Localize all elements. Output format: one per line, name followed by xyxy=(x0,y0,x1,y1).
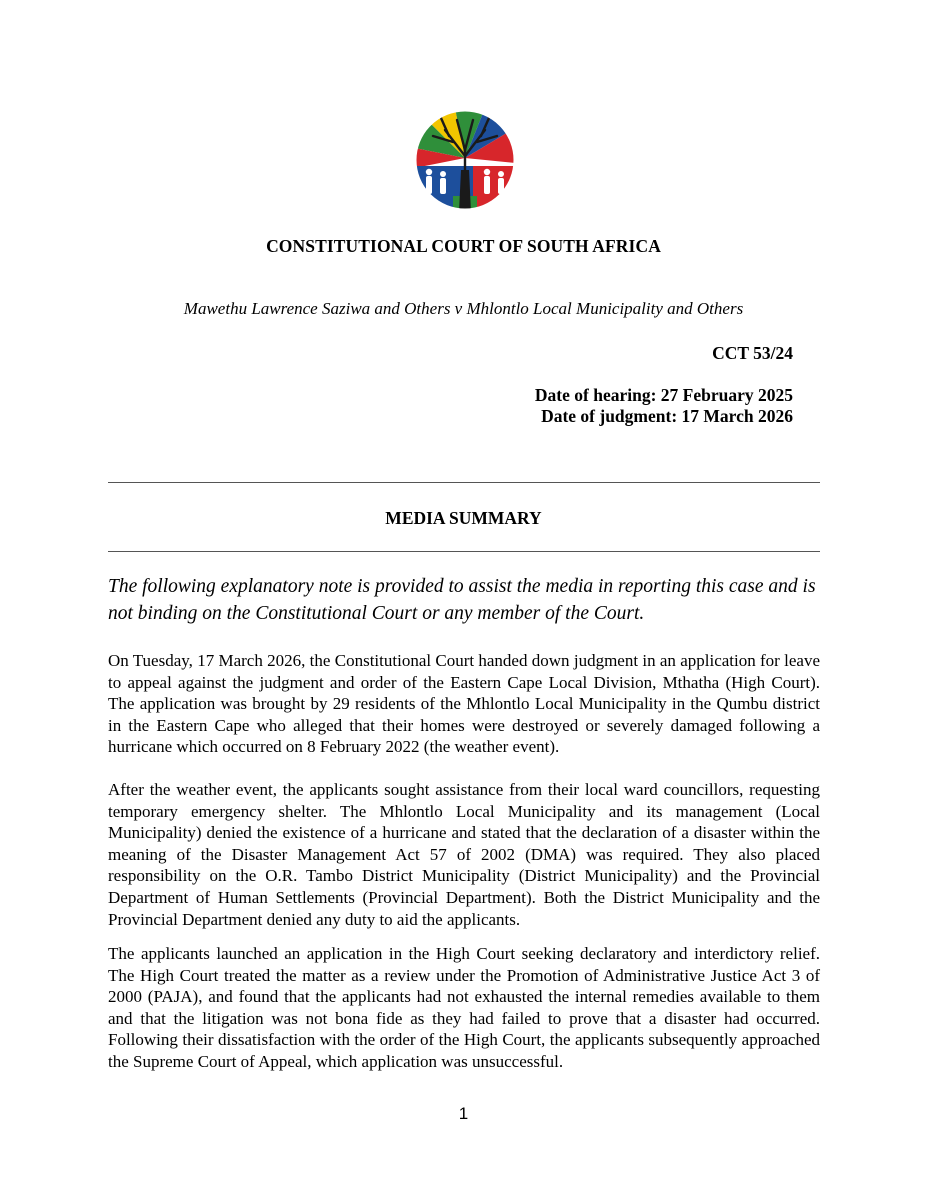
paragraph-2: After the weather event, the applicants sought assistance from their local ward councillors, requesting temporary emergency shelter. The Mhlontlo Local Municipality and its management (Local Municipality) denied the existence of a hurricane and stated that the declaration of a disaster within the meaning of the Disaster Management Act 57 of 2002 (DMA) was required. They also placed responsibility on the O.R. Tambo District Municipality (District Municipality) and the Provincial Department of Human Settlements (Provincial Department). Both the District Municipality and the Provincial Department denied any duty to aid the applicants. xyxy=(108,780,820,929)
divider-bottom xyxy=(108,551,820,552)
date-of-hearing: Date of hearing: 27 February 2025 xyxy=(534,385,793,405)
explanatory-note: The following explanatory note is provided to assist the media in reporting this case and is not binding on the Constitutional Court or any member of the Court. xyxy=(108,576,816,624)
divider-top xyxy=(108,482,820,483)
case-number: CCT 53/24 xyxy=(712,343,793,363)
paragraph-1: On Tuesday, 17 March 2026, the Constitutional Court handed down judgment in an application for leave to appeal against the judgment and order of the Eastern Cape Local Division, Mthatha (High Court). The application was brought by 29 residents of the Mhlontlo Local Municipality in the Qumbu district in the Eastern Cape who alleged that their homes were destroyed or severely damaged following a hurricane which occurred on 8 February 2022 (the weather event). xyxy=(108,651,820,757)
date-of-judgment: Date of judgment: 17 March 2026 xyxy=(541,406,793,426)
media-summary-heading: MEDIA SUMMARY xyxy=(385,508,542,528)
court-tree-logo xyxy=(415,108,515,212)
hearing-dates xyxy=(535,385,793,427)
court-title: CONSTITUTIONAL COURT OF SOUTH AFRICA xyxy=(266,236,661,256)
paragraph-3: The applicants launched an application in the High Court seeking declaratory and interdictory relief. The High Court treated the matter as a review under the Promotion of Administrative Justice Act 3 of 2000 (PAJA), and found that the applicants had not exhausted the internal remedies available to them and that the litigation was not bona fide as they had failed to prove that a disaster had occurred. Following their dissatisfaction with the order of the High Court, the applicants subsequently approached the Supreme Court of Appeal, which application was unsuccessful. xyxy=(108,944,820,1071)
page-number: 1 xyxy=(458,1104,469,1123)
case-name: Mawethu Lawrence Saziwa and Others v Mhlontlo Local Municipality and Others xyxy=(183,299,744,318)
